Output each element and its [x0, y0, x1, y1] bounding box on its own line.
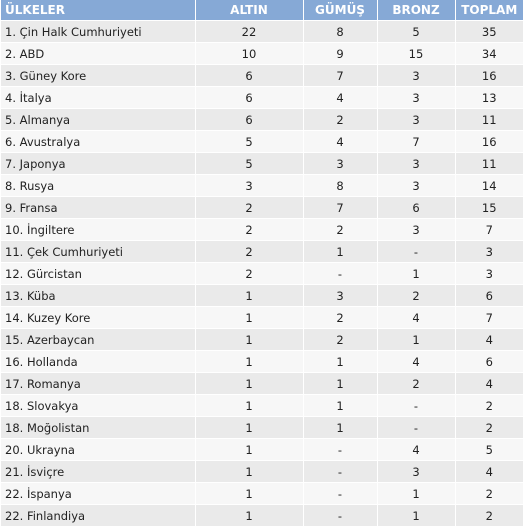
bronze-cell: - [377, 417, 455, 439]
bronze-cell: - [377, 241, 455, 263]
silver-cell: - [303, 505, 377, 527]
table-row [1, 505, 523, 527]
silver-cell: 2 [303, 109, 377, 131]
silver-cell: 1 [303, 417, 377, 439]
gold-cell: 2 [195, 197, 303, 219]
silver-cell: 1 [303, 373, 377, 395]
country-cell: 5. Almanya [1, 109, 195, 131]
gold-cell: 1 [195, 505, 303, 527]
country-cell: 4. İtalya [1, 87, 195, 109]
silver-cell: 1 [303, 241, 377, 263]
total-cell: 6 [455, 285, 523, 307]
header-gold: ALTIN [195, 0, 303, 21]
header-countries: ÜLKELER [1, 0, 195, 21]
country-cell: 12. Gürcistan [1, 263, 195, 285]
silver-cell: - [303, 263, 377, 285]
gold-cell: 1 [195, 483, 303, 505]
medal-table [1, 0, 523, 526]
header-total: TOPLAM [455, 0, 523, 21]
total-cell: 5 [455, 439, 523, 461]
country-cell: 16. Hollanda [1, 351, 195, 373]
country-cell: 7. Japonya [1, 153, 195, 175]
bronze-cell: 1 [377, 329, 455, 351]
country-cell: 15. Azerbaycan [1, 329, 195, 351]
gold-cell: 1 [195, 373, 303, 395]
bronze-cell: 3 [377, 461, 455, 483]
total-cell: 4 [455, 461, 523, 483]
table-row [1, 263, 523, 285]
bronze-cell: 3 [377, 65, 455, 87]
bronze-cell: 4 [377, 307, 455, 329]
country-cell: 18. Slovakya [1, 395, 195, 417]
table-row [1, 21, 523, 43]
silver-cell: 3 [303, 285, 377, 307]
country-cell: 22. İspanya [1, 483, 195, 505]
silver-cell: 1 [303, 351, 377, 373]
bronze-cell: 3 [377, 175, 455, 197]
table-row [1, 241, 523, 263]
gold-cell: 2 [195, 219, 303, 241]
total-cell: 3 [455, 241, 523, 263]
gold-cell: 2 [195, 263, 303, 285]
gold-cell: 22 [195, 21, 303, 43]
total-cell: 2 [455, 505, 523, 527]
table-row [1, 87, 523, 109]
gold-cell: 3 [195, 175, 303, 197]
total-cell: 15 [455, 197, 523, 219]
bronze-cell: 3 [377, 87, 455, 109]
table-row [1, 197, 523, 219]
total-cell: 34 [455, 43, 523, 65]
gold-cell: 5 [195, 131, 303, 153]
silver-cell: 8 [303, 175, 377, 197]
silver-cell: 2 [303, 329, 377, 351]
gold-cell: 6 [195, 87, 303, 109]
table-row [1, 175, 523, 197]
table-row [1, 307, 523, 329]
table-row [1, 395, 523, 417]
bronze-cell: 3 [377, 219, 455, 241]
gold-cell: 1 [195, 395, 303, 417]
gold-cell: 10 [195, 43, 303, 65]
bronze-cell: 1 [377, 263, 455, 285]
bronze-cell: 7 [377, 131, 455, 153]
gold-cell: 1 [195, 439, 303, 461]
header-silver: GÜMÜŞ [303, 0, 377, 21]
total-cell: 2 [455, 417, 523, 439]
total-cell: 2 [455, 395, 523, 417]
total-cell: 14 [455, 175, 523, 197]
total-cell: 16 [455, 131, 523, 153]
table-row [1, 483, 523, 505]
total-cell: 11 [455, 109, 523, 131]
country-cell: 20. Ukrayna [1, 439, 195, 461]
silver-cell: 4 [303, 131, 377, 153]
silver-cell: 8 [303, 21, 377, 43]
header-bronze: BRONZ [377, 0, 455, 21]
gold-cell: 6 [195, 65, 303, 87]
country-cell: 14. Kuzey Kore [1, 307, 195, 329]
silver-cell: 1 [303, 395, 377, 417]
country-cell: 18. Moğolistan [1, 417, 195, 439]
country-cell: 2. ABD [1, 43, 195, 65]
table-row [1, 65, 523, 87]
bronze-cell: - [377, 395, 455, 417]
total-cell: 16 [455, 65, 523, 87]
table-row [1, 329, 523, 351]
country-cell: 17. Romanya [1, 373, 195, 395]
gold-cell: 1 [195, 329, 303, 351]
silver-cell: - [303, 439, 377, 461]
table-row [1, 131, 523, 153]
bronze-cell: 1 [377, 483, 455, 505]
silver-cell: 2 [303, 307, 377, 329]
country-cell: 8. Rusya [1, 175, 195, 197]
country-cell: 21. İsviçre [1, 461, 195, 483]
country-cell: 3. Güney Kore [1, 65, 195, 87]
bronze-cell: 4 [377, 351, 455, 373]
total-cell: 6 [455, 351, 523, 373]
country-cell: 1. Çin Halk Cumhuriyeti [1, 21, 195, 43]
total-cell: 7 [455, 307, 523, 329]
total-cell: 35 [455, 21, 523, 43]
bronze-cell: 2 [377, 285, 455, 307]
table-row [1, 417, 523, 439]
gold-cell: 5 [195, 153, 303, 175]
table-row [1, 43, 523, 65]
bronze-cell: 6 [377, 197, 455, 219]
table-row [1, 373, 523, 395]
bronze-cell: 5 [377, 21, 455, 43]
silver-cell: 3 [303, 153, 377, 175]
table-row [1, 351, 523, 373]
gold-cell: 1 [195, 461, 303, 483]
table-row [1, 439, 523, 461]
silver-cell: - [303, 461, 377, 483]
bronze-cell: 3 [377, 153, 455, 175]
country-cell: 9. Fransa [1, 197, 195, 219]
table-row [1, 153, 523, 175]
gold-cell: 2 [195, 241, 303, 263]
bronze-cell: 1 [377, 505, 455, 527]
country-cell: 10. İngiltere [1, 219, 195, 241]
bronze-cell: 4 [377, 439, 455, 461]
country-cell: 13. Küba [1, 285, 195, 307]
total-cell: 13 [455, 87, 523, 109]
total-cell: 2 [455, 483, 523, 505]
total-cell: 4 [455, 373, 523, 395]
table-row [1, 461, 523, 483]
table-row [1, 285, 523, 307]
bronze-cell: 2 [377, 373, 455, 395]
silver-cell: 7 [303, 65, 377, 87]
bronze-cell: 3 [377, 109, 455, 131]
gold-cell: 1 [195, 417, 303, 439]
gold-cell: 1 [195, 351, 303, 373]
gold-cell: 6 [195, 109, 303, 131]
silver-cell: - [303, 483, 377, 505]
total-cell: 11 [455, 153, 523, 175]
total-cell: 7 [455, 219, 523, 241]
total-cell: 3 [455, 263, 523, 285]
total-cell: 4 [455, 329, 523, 351]
gold-cell: 1 [195, 285, 303, 307]
country-cell: 22. Finlandiya [1, 505, 195, 527]
silver-cell: 4 [303, 87, 377, 109]
table-header-row [1, 0, 523, 21]
silver-cell: 2 [303, 219, 377, 241]
silver-cell: 9 [303, 43, 377, 65]
table-row [1, 219, 523, 241]
country-cell: 6. Avustralya [1, 131, 195, 153]
gold-cell: 1 [195, 307, 303, 329]
bronze-cell: 15 [377, 43, 455, 65]
table-row [1, 109, 523, 131]
country-cell: 11. Çek Cumhuriyeti [1, 241, 195, 263]
silver-cell: 7 [303, 197, 377, 219]
